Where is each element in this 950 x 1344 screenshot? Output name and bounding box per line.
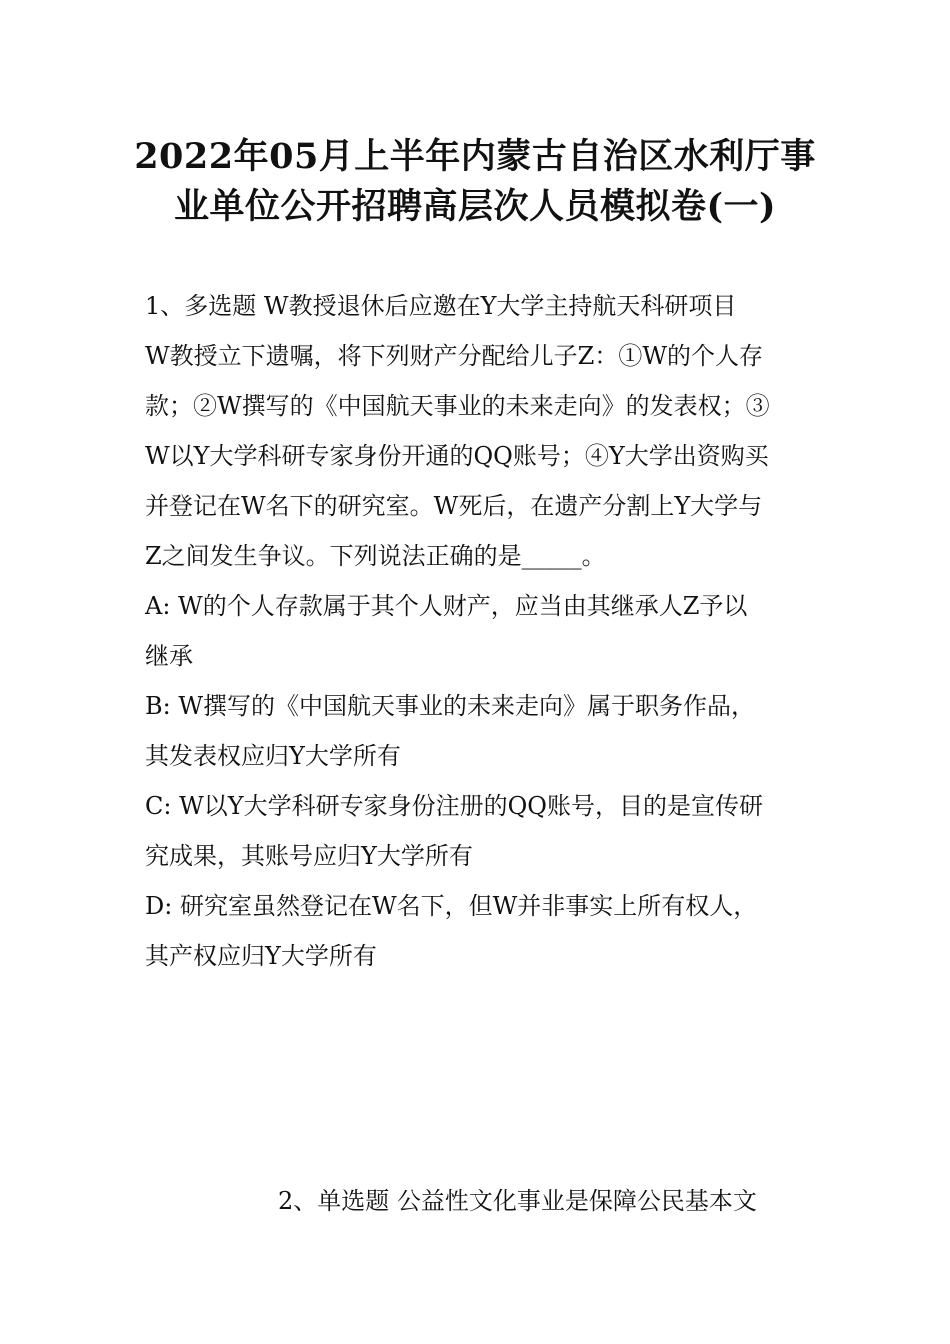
stem-line: W教授立下遗嘱，将下列财产分配给儿子Z：①W的个人存 (145, 342, 764, 370)
stem-line: 2、单选题 公益性文化事业是保障公民基本文 (278, 1187, 757, 1215)
title-line: 2022年05月上半年内蒙古自治区水利厅事 (134, 136, 816, 177)
option-line: 究成果，其账号应归Y大学所有 (145, 842, 473, 870)
question-1 (145, 281, 810, 981)
option-d (145, 881, 810, 981)
option-line: C: W以Y大学科研专家身份注册的QQ账号，目的是宣传研 (145, 792, 763, 820)
document-title (110, 132, 840, 232)
option-a (145, 581, 810, 681)
option-line: A: W的个人存款属于其个人财产，应当由其继承人Z予以 (145, 592, 748, 620)
stem-line: W以Y大学科研专家身份开通的QQ账号；④Y大学出资购买 (145, 442, 769, 470)
stem-line: 款；②W撰写的《中国航天事业的未来走向》的发表权；③ (145, 392, 770, 420)
option-c (145, 781, 810, 881)
option-line: 其产权应归Y大学所有 (145, 942, 377, 970)
stem-line: 并登记在W名下的研究室。W死后，在遗产分割上Y大学与 (145, 492, 763, 520)
option-line: D: 研究室虽然登记在W名下，但W并非事实上所有权人， (145, 892, 758, 920)
option-line: B: W撰写的《中国航天事业的未来走向》属于职务作品， (145, 692, 756, 720)
stem-line: 1、多选题 W教授退休后应邀在Y大学主持航天科研项目 (145, 292, 737, 320)
title-line: 业单位公开招聘高层次人员模拟卷(一) (173, 186, 777, 227)
option-b (145, 681, 810, 781)
option-line: 继承 (145, 642, 193, 670)
stem-line: Z之间发生争议。下列说法正确的是_____。 (145, 542, 606, 570)
question-2 (278, 1176, 810, 1226)
option-line: 其发表权应归Y大学所有 (145, 742, 401, 770)
question-1-stem (145, 281, 810, 581)
